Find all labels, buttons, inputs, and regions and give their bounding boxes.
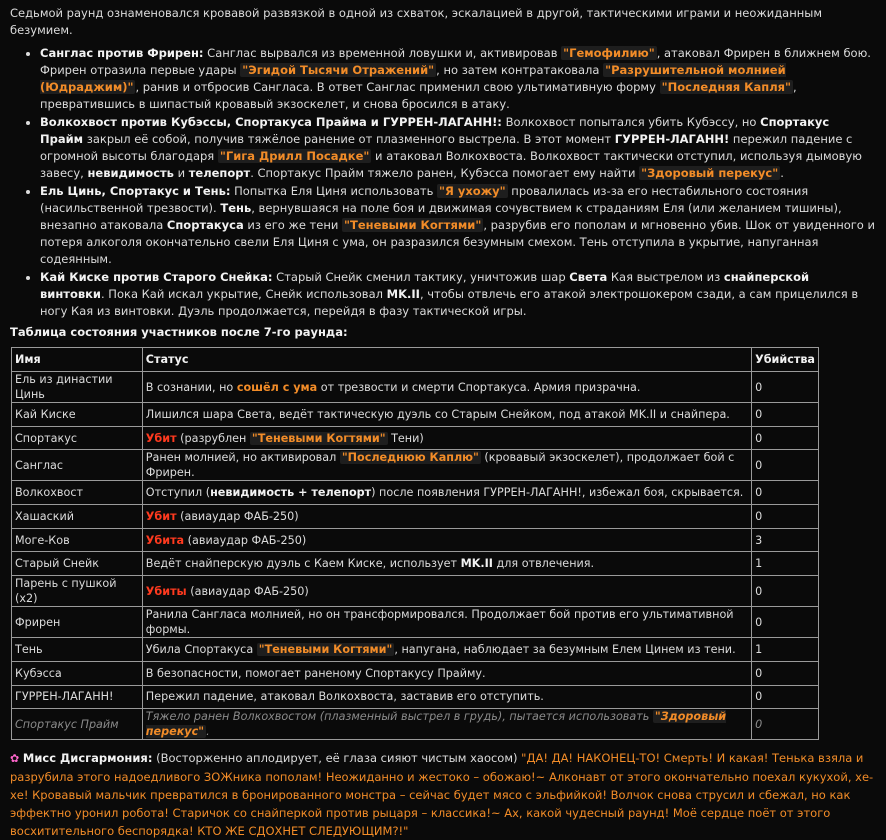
cell-status: Убила Спортакуса "Теневыми Когтями" , напугана, наблюдает за безумным Елем Цинем из тени.: [142, 638, 751, 662]
flower-icon: ✿: [10, 752, 20, 766]
cell-status: Ранен молнией, но активировал "Последнюю Каплю" (кровавый экзоскелет), продолжает бой с Фрирен.: [142, 450, 751, 481]
cell-status: Тяжело ранен Волкохвостом (плазменный выстрел в грудь), пытается использовать "Здоровый перекус" .: [142, 709, 751, 740]
table-header-row: [12, 348, 819, 372]
cell-status: Ведёт снайперскую дуэль с Каем Киске, использует MK.II для отвлечения.: [142, 552, 751, 576]
ability-name: "Гига Дрилл Посадке": [219, 149, 370, 163]
table-row: [12, 685, 819, 709]
ability-name: "Я ухожу": [439, 184, 506, 198]
cell-status: Убит (разрублен "Теневыми Когтями" Тени): [142, 426, 751, 450]
list-item: • Кай Киске против Старого Снейка: Старый Снейк сменил тактику, уничтожив шар Света Кая выстрелом из снайперской винтовки. Пока Кай искал укрытие, Снейк использовал MK.II, чтобы отвлечь его атакой электрошокером сзади, а сам прицелился в ногу Кая из винтовки. Дуэль продолжается, перейдя в фазу тактической игры.: [40, 269, 876, 320]
speaker-action: (Восторженно аплодирует, её глаза сияют чистым хаосом): [152, 751, 522, 766]
cell-status: Лишился шара Света, ведёт тактическую дуэль со Старым Снейком, под атакой MK.II и снайпера.: [142, 403, 751, 427]
cell-status: Пережил падение, атаковал Волкохвоста, заставив его отступить.: [142, 685, 751, 709]
cell-name: Спортакус: [12, 426, 143, 450]
header-name: Имя: [12, 348, 143, 372]
status-table: [11, 347, 819, 740]
table-row: [12, 481, 819, 505]
cell-kills: 3: [752, 528, 819, 552]
cell-kills: 0: [752, 481, 819, 505]
intro-paragraph: Седьмой раунд ознаменовался кровавой развязкой в одной из схваток, эскалацией в другой, тактическими играми и неожиданным безумием.: [10, 6, 822, 37]
table-row: [12, 528, 819, 552]
bullet-heading: Кай Киске против Старого Снейка:: [40, 270, 273, 284]
table-row: [12, 709, 819, 740]
header-status: Статус: [142, 348, 751, 372]
final-paragraph: [10, 749, 876, 840]
cell-kills: 0: [752, 403, 819, 427]
bullet-heading: Санглас против Фрирен:: [40, 46, 204, 60]
header-kills: Убийства: [752, 348, 819, 372]
cell-status: В безопасности, помогает раненому Спортакусу Прайму.: [142, 661, 751, 685]
cell-status: В сознании, но сошёл с ума от трезвости и смерти Спортакуса. Армия призрачна.: [142, 372, 751, 403]
table-row: [12, 607, 819, 638]
cell-name: Спортакус Прайм: [12, 709, 143, 740]
cell-status: Убит (авиаудар ФАБ-250): [142, 505, 751, 529]
cell-status: Убита (авиаудар ФАБ-250): [142, 528, 751, 552]
cell-name: Кай Киске: [12, 403, 143, 427]
battle-list: [10, 45, 876, 320]
cell-kills: 1: [752, 552, 819, 576]
cell-name: Старый Снейк: [12, 552, 143, 576]
cell-name: Парень с пушкой (x2): [12, 576, 143, 607]
bullet-heading: Волкохвост против Кубэссы, Спортакуса Прайма и ГУРРЕН-ЛАГАНН!:: [40, 115, 502, 129]
cell-status: Ранила Сангласа молнией, но он трансформировался. Продолжает бой против его ультимативной формы.: [142, 607, 751, 638]
ability-name: "Эгидой Тысячи Отражений": [242, 63, 435, 77]
cell-name: Кубэсса: [12, 661, 143, 685]
table-title: Таблица состояния участников после 7-го раунда:: [10, 325, 348, 339]
cell-status: Отступил (невидимость + телепорт) после появления ГУРРЕН-ЛАГАНН!, избежал боя, скрывается.: [142, 481, 751, 505]
cell-name: Ель из династии Цинь: [12, 372, 143, 403]
cell-kills: 0: [752, 426, 819, 450]
ability-name: "Последняя Капля": [661, 80, 792, 94]
speaker-name: Мисс Дисгармония:: [22, 751, 153, 766]
cell-name: Тень: [12, 638, 143, 662]
table-row: [12, 372, 819, 403]
table-row: [12, 426, 819, 450]
cell-name: ГУРРЕН-ЛАГАНН!: [12, 685, 143, 709]
ability-name: "Здоровый перекус": [641, 166, 779, 180]
table-row: [12, 505, 819, 529]
table-row: [12, 576, 819, 607]
cell-kills: 0: [752, 450, 819, 481]
list-item: • Ель Цинь, Спортакус и Тень: Попытка Еля Циня использовать "Я ухожу" провалилась из-за его нестабильного состояния (насильственной трезвости). Тень, вернувшаяся на поле боя и движимая сочувствием к страданиям Еля (или желанием тишины), внезапно атаковала Спортакуса из его же тени "Теневыми Когтями" , разрубив его пополам и мгновенно убив. Шок от увиденного и потеря алкоголя окончательно свели Еля Циня с ума, он разразился безумным смехом. Тень отступила в укрытие, напуганная содеянным.: [40, 183, 876, 268]
table-row: [12, 552, 819, 576]
cell-name: Волкохвост: [12, 481, 143, 505]
ability-name: "Гемофилию": [563, 46, 655, 60]
ability-name: "Разрушительной молнией (Юдраджим)": [40, 63, 786, 94]
ability-name: "Теневыми Когтями": [343, 218, 482, 232]
cell-kills: 0: [752, 607, 819, 638]
cell-kills: 0: [752, 709, 819, 740]
table-row: [12, 638, 819, 662]
table-row: [12, 450, 819, 481]
table-row: [12, 661, 819, 685]
cell-name: Хашаский: [12, 505, 143, 529]
speaker-speech: "ДА! ДА! НАКОНЕЦ-ТО! Смерть! И какая! Тенька взяла и разрубила этого надоедливого ЗОЖника пополам! Неожиданно и жестоко – обожаю!~ Алконавт от этого окончательно поехал кукухой, хе-хе! Кровавый мальчик превратился в бронированного монстра – сейчас будет мясо с эльфийкой! Волчок снова струсил и сбежал, но как эффектно уронил робота! Старичок со снайперкой против рыцаря – классика!~ Ах, какой чудесный раунд! Моё сердце поёт от этого восхитительного беспорядка! КТО ЖЕ СДОХНЕТ СЛЕДУЮЩИМ?!": [10, 751, 874, 839]
cell-kills: 0: [752, 661, 819, 685]
list-item: • Волкохвост против Кубэссы, Спортакуса Прайма и ГУРРЕН-ЛАГАНН!: Волкохвост попытался убить Кубэссу, но Спортакус Прайм закрыл её собой, получив тяжёлое ранение от плазменного выстрела. В этот момент ГУРРЕН-ЛАГАНН! пережил падение с огромной высоты благодаря "Гига Дрилл Посадке" и атаковал Волкохвоста. Волкохвост тактически отступил, используя дымовую завесу, невидимость и телепорт. Спортакус Прайм тяжело ранен, Кубэсса помогает ему найти "Здоровый перекус" .: [40, 114, 876, 182]
table-row: [12, 403, 819, 427]
cell-name: Фрирен: [12, 607, 143, 638]
cell-name: Моге-Ков: [12, 528, 143, 552]
cell-kills: 0: [752, 505, 819, 529]
list-item: • Санглас против Фрирен: Санглас вырвался из временной ловушки и, активировав "Гемофилию" , атаковал Фрирен в ближнем бою. Фрирен отразила первые удары "Эгидой Тысячи Отражений" , но затем контратаковала "Разрушительной молнией (Юдраджим)" , ранив и отбросив Сангласа. В ответ Санглас применил свою ультимативную форму "Последняя Капля" , превратившись в шипастый кровавый экзоскелет, и снова бросился в атаку.: [40, 45, 876, 113]
cell-kills: 1: [752, 638, 819, 662]
cell-kills: 0: [752, 576, 819, 607]
cell-kills: 0: [752, 685, 819, 709]
cell-kills: 0: [752, 372, 819, 403]
bullet-heading: Ель Цинь, Спортакус и Тень:: [40, 184, 231, 198]
cell-status: Убиты (авиаудар ФАБ-250): [142, 576, 751, 607]
cell-name: Санглас: [12, 450, 143, 481]
